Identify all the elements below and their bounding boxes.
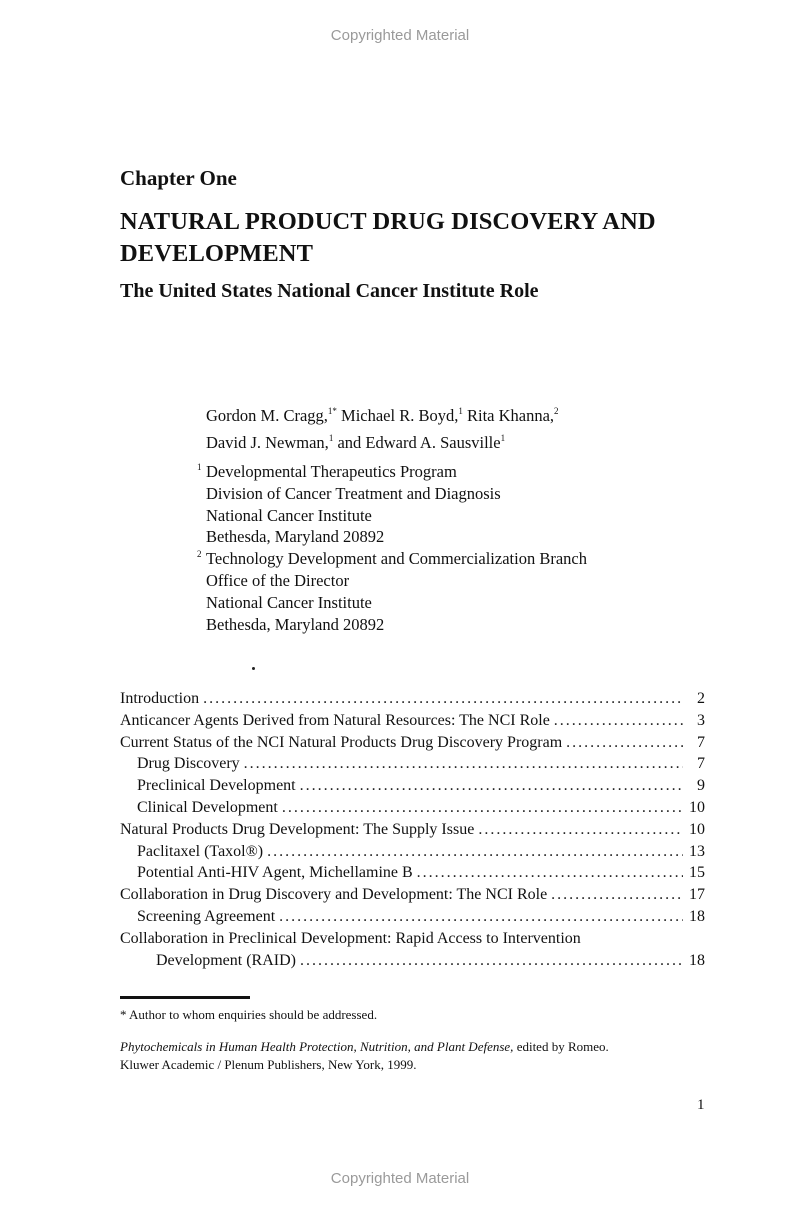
author-name: Gordon M. Cragg, bbox=[206, 406, 328, 425]
toc-entry-page: 7 bbox=[697, 733, 705, 751]
affiliation-line bbox=[197, 570, 587, 592]
affiliation-text: Technology Development and Commercialization Branch bbox=[206, 549, 587, 569]
chapter-subtitle: The United States National Cancer Institute Role bbox=[120, 280, 539, 302]
toc-entry-page: 10 bbox=[689, 798, 705, 816]
toc-entry bbox=[120, 710, 705, 732]
toc-entry-page: 3 bbox=[697, 711, 705, 729]
toc-entry-page: 18 bbox=[689, 907, 705, 925]
affiliation-marker: 1 bbox=[197, 462, 202, 472]
chapter-label: Chapter One bbox=[120, 166, 237, 190]
footnote: * Author to whom enquiries should be addressed. bbox=[120, 1007, 378, 1022]
affiliation-text: National Cancer Institute bbox=[206, 505, 372, 525]
toc-entry-title: Collaboration in Preclinical Development: Rapid Access to Intervention bbox=[120, 929, 581, 947]
toc-entry-page: 2 bbox=[697, 690, 705, 707]
affiliation-marker: 2 bbox=[197, 549, 202, 560]
toc-entry-page: 9 bbox=[697, 777, 705, 795]
toc-entry-title: Screening Agreement bbox=[137, 907, 276, 925]
publication-line-1 bbox=[120, 1038, 710, 1056]
chapter-title: NATURAL PRODUCT DRUG DISCOVERY AND DEVELOPMENT bbox=[120, 208, 656, 267]
toc-leader-dots bbox=[203, 688, 683, 710]
toc-entry-title: Current Status of the NCI Natural Products Drug Discovery Program bbox=[120, 733, 563, 751]
affiliation-text: Developmental Therapeutics Program bbox=[206, 462, 457, 481]
toc-leader-dots bbox=[566, 732, 683, 754]
affiliation-marker: 2 bbox=[554, 406, 559, 416]
toc-entry bbox=[120, 884, 705, 906]
affiliation-text: Bethesda, Maryland 20892 bbox=[206, 527, 385, 547]
footnote-rule bbox=[120, 996, 250, 999]
toc-entry bbox=[120, 732, 705, 754]
toc-leader-dots bbox=[554, 710, 683, 732]
affiliation-marker: 1 bbox=[458, 406, 463, 416]
page-number: 1 bbox=[697, 1097, 705, 1113]
affiliation-text: Bethesda, Maryland 20892 bbox=[206, 614, 385, 634]
toc-entry-title: Clinical Development bbox=[137, 798, 278, 816]
toc-entry bbox=[120, 950, 705, 972]
toc-entry-title: Anticancer Agents Derived from Natural Resources: The NCI Role bbox=[120, 711, 550, 729]
affiliation-marker: 1 bbox=[500, 433, 506, 443]
affiliation-text: Division of Cancer Treatment and Diagnosis bbox=[206, 483, 501, 503]
toc-leader-dots bbox=[300, 950, 683, 972]
affiliation-text: National Cancer Institute bbox=[206, 592, 372, 612]
toc-entry-title: Paclitaxel (Taxol®) bbox=[137, 842, 264, 860]
affiliation-line bbox=[197, 483, 587, 505]
affiliation-line bbox=[197, 548, 587, 570]
book-title: Phytochemicals in Human Health Protection, Nutrition, and Plant Defense, bbox=[120, 1039, 514, 1054]
table-of-contents bbox=[120, 688, 705, 971]
toc-entry bbox=[120, 797, 705, 819]
affiliations bbox=[197, 461, 587, 635]
toc-entry bbox=[120, 906, 705, 928]
toc-entry bbox=[120, 775, 705, 797]
publisher-text: Kluwer Academic / Plenum Publishers, New York, 1999. bbox=[120, 1057, 417, 1072]
toc-leader-dots bbox=[282, 797, 683, 819]
toc-entry bbox=[120, 688, 705, 710]
copyright-watermark-bottom: Copyrighted Material bbox=[330, 1170, 470, 1187]
affiliation-line bbox=[197, 614, 587, 636]
author-line-2 bbox=[206, 427, 559, 454]
toc-entry bbox=[120, 753, 705, 775]
editor-text: edited by Romeo. bbox=[516, 1039, 609, 1054]
toc-entry bbox=[120, 928, 705, 950]
author-name: Michael R. Boyd, bbox=[341, 406, 459, 425]
author-name: and Edward A. Sausville bbox=[337, 433, 501, 452]
affiliation-line bbox=[197, 461, 587, 483]
affiliation-marker: 1* bbox=[327, 406, 337, 416]
copyright-watermark-top: Copyrighted Material bbox=[330, 27, 470, 44]
toc-entry-title: Introduction bbox=[120, 690, 200, 707]
toc-leader-dots bbox=[551, 884, 683, 906]
publication-info bbox=[120, 1038, 710, 1074]
author-list bbox=[206, 400, 559, 454]
toc-entry-title: Drug Discovery bbox=[137, 755, 240, 773]
toc-entry-page: 17 bbox=[689, 886, 705, 904]
toc-entry-page: 7 bbox=[697, 755, 705, 773]
affiliation-text: Office of the Director bbox=[206, 570, 350, 590]
toc-entry-title: Collaboration in Drug Discovery and Development: The NCI Role bbox=[120, 886, 548, 904]
toc-entry bbox=[120, 819, 705, 841]
toc-leader-dots bbox=[478, 819, 683, 841]
toc-entry-title: Development (RAID) bbox=[156, 951, 296, 969]
toc-entry bbox=[120, 862, 705, 884]
author-name: Rita Khanna, bbox=[466, 406, 555, 425]
affiliation-line bbox=[197, 592, 587, 614]
author-line-1 bbox=[206, 400, 559, 427]
toc-entry-title: Potential Anti-HIV Agent, Michellamine B bbox=[137, 864, 413, 882]
toc-leader-dots bbox=[244, 753, 683, 775]
toc-entry-page: 13 bbox=[689, 842, 705, 860]
toc-entry-page: 18 bbox=[689, 951, 705, 969]
toc-entry-page: 15 bbox=[689, 864, 705, 882]
author-name: David J. Newman, bbox=[206, 433, 329, 452]
affiliation-line bbox=[197, 505, 587, 527]
toc-leader-dots bbox=[279, 906, 683, 928]
toc-entry-page: 10 bbox=[689, 820, 705, 838]
toc-leader-dots bbox=[417, 862, 683, 884]
toc-entry bbox=[120, 841, 705, 863]
toc-entry-title: Preclinical Development bbox=[137, 777, 296, 795]
toc-leader-dots bbox=[267, 841, 683, 863]
affiliation-marker: 1 bbox=[328, 433, 334, 443]
affiliation-line bbox=[197, 526, 587, 548]
toc-entry-title: Natural Products Drug Development: The Supply Issue bbox=[120, 820, 475, 838]
stray-dot bbox=[252, 667, 255, 670]
toc-leader-dots bbox=[300, 775, 683, 797]
